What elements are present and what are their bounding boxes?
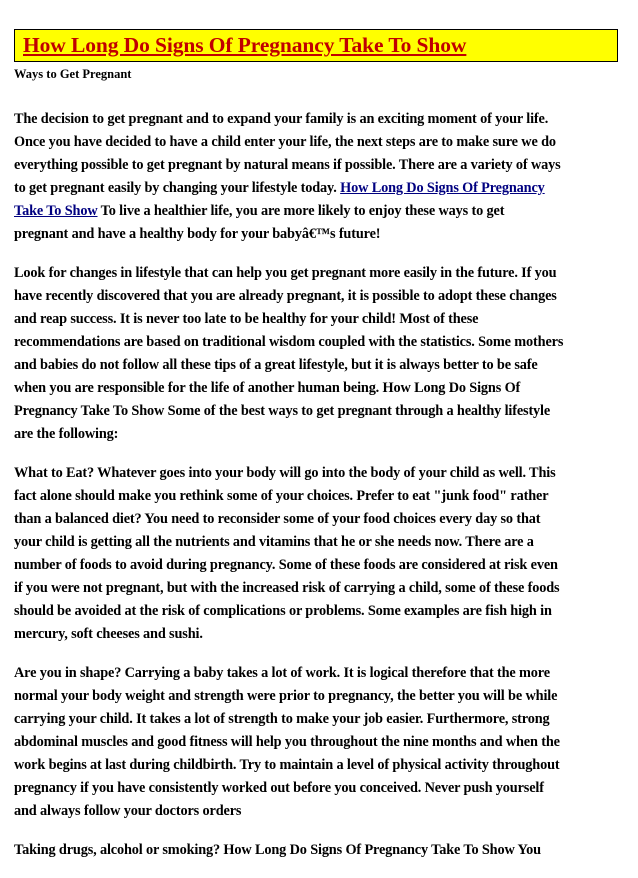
page-title-link[interactable]: How Long Do Signs Of Pregnancy Take To Show xyxy=(23,33,467,57)
inline-title-link[interactable]: How Long Do Signs Of Pregnancy xyxy=(340,180,545,196)
text-line: number of foods to avoid during pregnancy. Some of these foods are considered at risk even xyxy=(14,557,558,573)
text-line: to get pregnant easily by changing your lifestyle today. How Long Do Signs Of Pregnancy xyxy=(14,180,545,196)
text-line: should be avoided at the risk of complications or problems. Some examples are fish high in xyxy=(14,603,552,619)
text-line: fact alone should make you rethink some of your choices. Prefer to eat "junk food" rather xyxy=(14,488,549,504)
article-body xyxy=(14,108,622,878)
text-line: work begins at last during childbirth. Try to maintain a level of physical activity throughout xyxy=(14,757,560,773)
text-line: if you were not pregnant, but with the increased risk of carrying a child, some of these foods xyxy=(14,580,560,596)
paragraph-in-shape xyxy=(14,662,622,823)
text-line: Look for changes in lifestyle that can help you get pregnant more easily in the future. If you xyxy=(14,265,557,281)
text-line: and babies do not follow all these tips of a great lifestyle, but it is always better to be safe xyxy=(14,357,538,373)
text-line: pregnancy if you have consistently worked out before you conceived. Never push yourself xyxy=(14,780,544,796)
text-line: Once you have decided to have a child enter your life, the next steps are to make sure we do xyxy=(14,134,556,150)
text-line: Taking drugs, alcohol or smoking? How Long Do Signs Of Pregnancy Take To Show You xyxy=(14,842,541,858)
paragraph-intro xyxy=(14,108,622,246)
page-subtitle: Ways to Get Pregnant xyxy=(14,67,132,81)
text-line: abdominal muscles and good fitness will help you throughout the nine months and when the xyxy=(14,734,560,750)
text-line: Pregnancy Take To Show Some of the best ways to get pregnant through a healthy lifestyle xyxy=(14,403,551,419)
text-line: recommendations are based on traditional wisdom coupled with the statistics. Some mothers xyxy=(14,334,564,350)
paragraph-what-to-eat xyxy=(14,462,622,646)
paragraph-lifestyle-changes xyxy=(14,262,622,446)
text-line: than a balanced diet? You need to reconsider some of your food choices every day so that xyxy=(14,511,541,527)
text-line: your child is getting all the nutrients and vitamins that he or she needs now. There are a xyxy=(14,534,534,550)
paragraph-drugs-alcohol xyxy=(14,839,622,862)
text-line: carrying your child. It takes a lot of strength to make your job easier. Furthermore, strong xyxy=(14,711,550,727)
title-banner xyxy=(14,29,618,62)
text-line: normal your body weight and strength were prior to pregnancy, the better you will be while xyxy=(14,688,558,704)
text-line: are the following: xyxy=(14,426,119,442)
text-line: and reap success. It is never too late to be healthy for your child! Most of these xyxy=(14,311,479,327)
text-line: The decision to get pregnant and to expand your family is an exciting moment of your life. xyxy=(14,111,549,127)
text-line: What to Eat? Whatever goes into your body will go into the body of your child as well. This xyxy=(14,465,556,481)
text-line: pregnant and have a healthy body for your babyâ€™s future! xyxy=(14,226,381,242)
text-line: mercury, soft cheeses and sushi. xyxy=(14,626,203,642)
inline-title-link-continued[interactable]: Take To Show xyxy=(14,203,98,219)
text-line: Are you in shape? Carrying a baby takes a lot of work. It is logical therefore that the more xyxy=(14,665,550,681)
text-line: and always follow your doctors orders xyxy=(14,803,242,819)
text-line: Take To Show To live a healthier life, you are more likely to enjoy these ways to get xyxy=(14,203,505,219)
text-line: when you are responsible for the life of another human being. How Long Do Signs Of xyxy=(14,380,521,396)
text-line: everything possible to get pregnant by natural means if possible. There are a variety of ways xyxy=(14,157,561,173)
text-line: have recently discovered that you are already pregnant, it is possible to adopt these changes xyxy=(14,288,557,304)
